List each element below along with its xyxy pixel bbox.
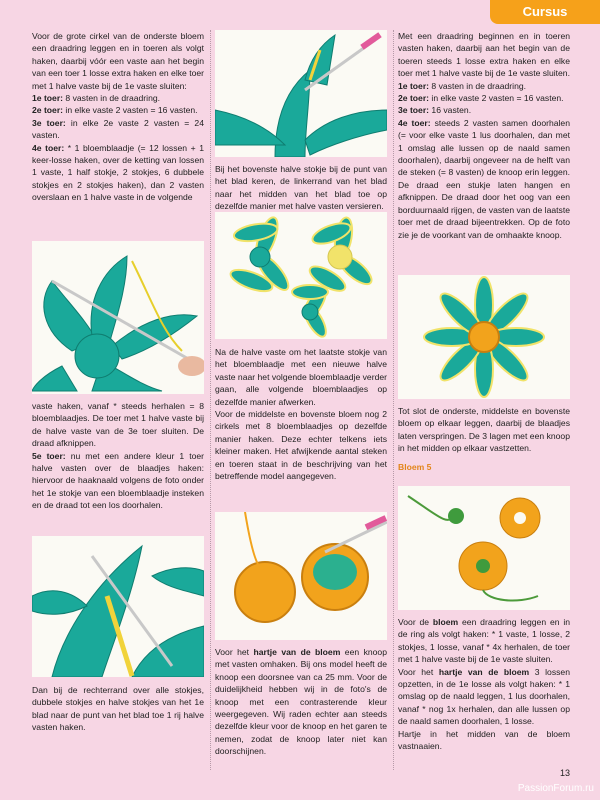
col1-text-top (32, 30, 204, 204)
page-number: 13 (559, 768, 570, 778)
paragraph: 4e toer: steeds 2 vasten samen doorhalen (= voor elke vaste 1 lus doorhalen, dan met 1 omslag alle lussen op de naald samen doorhalen), daarbij ongeveer na de helft van de steken (= 8 vasten) de knoop erin leggen. De draad een stukje laten hangen en afknippen. De draad door het oog van een borduurnaald rijgen, de vasten van de laatste toer met de draad bijeentrekken. Op de foto zie je de voorkant van de omhaakte knoop. (398, 117, 570, 240)
paragraph: Hartje in het midden van de bloem vastnaaien. (398, 728, 570, 752)
col3-text-bottom (398, 616, 570, 752)
paragraph: 1e toer: 8 vasten in de draadring. (32, 93, 161, 104)
paragraph: Bij het bovenste halve stokje bij de punt van het blad keren, de linkerrand van het blad naar het midden van het blad toe op dezelfde manier met halve vasten versieren. (215, 164, 387, 212)
photo-crochet-finished-flower (398, 275, 570, 399)
paragraph: 3e toer: 16 vasten. (398, 105, 472, 116)
paragraph: Voor de middelste en bovenste bloem nog 2 cirkels met 8 bloemblaadjes op dezelfde manier haken. Deze echter telkens iets kleiner maken. Het afwijkende aantal steken en toeren staat in de beschrijving van het betreffende model aangegeven. (215, 409, 387, 482)
col1-text-mid (32, 400, 204, 512)
column-divider (210, 30, 211, 770)
paragraph: Dan bij de rechterrand over alle stokjes, dubbele stokjes en halve stokjes van het 1e blad naar de punt van het blad toe 1 rij halve vasten haken. (32, 685, 204, 733)
paragraph: Tot slot de onderste, middelste en bovenste bloem op elkaar leggen, daarbij de blaadjes laten verspringen. De 3 lagen met een knoop in het midden op elkaar vastzetten. (398, 406, 570, 454)
watermark: PassionForum.ru (517, 783, 594, 794)
photo-crochet-leaf-top (215, 30, 387, 157)
col2-caption-top (215, 163, 387, 213)
paragraph: 5e toer: nu met een andere kleur 1 toer halve vasten over de blaadjes haken: hiervoor de haaknaald volgens de foto onder het 1e stokje van een bloemblaadje insteken en de draad tot een los doorhalen. (32, 450, 204, 511)
photo-crochet-three-flowers (215, 212, 387, 339)
col3-text-mid (398, 405, 570, 473)
col2-text-bottom (215, 646, 387, 758)
paragraph: Voor de bloem een draadring leggen en in de ring als volgt haken: * 1 vaste, 1 losse, 2 stokjes, 1 losse, vanaf * 4x herhalen, de toer met 1 halve vaste bij de 1e vaste sluiten. (398, 617, 571, 665)
column-divider (393, 30, 394, 770)
paragraph: Na de halve vaste om het laatste stokje van het bloemblaadje met een nieuwe halve vaste naar het volgende bloemblaadje verder gaan, alle volgende bloemblaadjes op dezelfde manier afwerken. (215, 347, 387, 407)
col1-caption-bottom (32, 684, 204, 734)
col2-text-mid (215, 346, 387, 482)
section-tag: Cursus (490, 0, 600, 24)
paragraph: 2e toer: in elke vaste 2 vasten = 16 vasten. (32, 105, 198, 116)
paragraph: Voor het hartje van de bloem 3 lossen opzetten, in de 1e losse als volgt haken: * 1 omslag op de naald leggen, 1 lus doorhalen, vanaf * nog 1x herhalen, dan alle lussen op de naald samen doorhalen, 1 losse. (398, 666, 570, 727)
col3-text-top (398, 30, 570, 241)
paragraph: 3e toer: in elke 2e vaste 2 vasten = 24 vasten. (32, 117, 204, 141)
paragraph: Met een draadring beginnen en in toeren vasten haken, daarbij aan het begin van de toeren steeds 1 losse extra haken en elke toer met 1 halve vaste bij de 1e vaste sluiten. (398, 31, 570, 79)
paragraph: vaste haken, vanaf * steeds herhalen = 8 bloemblaadjes. De toer met 1 halve vaste bij de halve vaste van de 3e toer sluiten. De draad afknippen. (32, 401, 204, 449)
photo-crochet-leaf-edge (32, 536, 204, 677)
paragraph: Voor het hartje van de bloem een knoop met vasten omhaken. Bij ons model heeft de knoop een doorsnee van ca 25 mm. Voor de duidelijkheid hebben wij in de foto's de knoop met een contrasterende kleur weergegeven. Wij raden echter aan steeds dezelfde kleur voor de knoop en het garen te nemen, zodat de knoop later niet kan doorschijnen. (215, 647, 387, 757)
paragraph: Voor de grote cirkel van de onderste bloem een draadring leggen en in toeren als volgt haken, daarbij vóór een vaste aan het begin van een toer 1 losse extra haken en elke toer met 1 halve vaste bij de 1e vaste sluiten: (32, 31, 204, 91)
photo-crochet-petals-needle (32, 241, 204, 394)
photo-crochet-button (215, 512, 387, 640)
paragraph: 2e toer: in elke vaste 2 vasten = 16 vasten. (398, 93, 564, 104)
photo-crochet-bloem5 (398, 486, 570, 610)
paragraph: 4e toer: * 1 bloemblaadje (= 12 lossen + 1 keer-losse haken, over de ketting van lossen 1 vaste, 1 half stokje, 2 stokjes, 6 dubbele stokjes en 2 stokjes haken), dan 2 vasten overslaan en 1 halve vaste in de volgende (32, 142, 204, 203)
section-heading-bloem5: Bloem 5 (398, 461, 432, 472)
paragraph: 1e toer: 8 vasten in de draadring. (398, 80, 527, 91)
